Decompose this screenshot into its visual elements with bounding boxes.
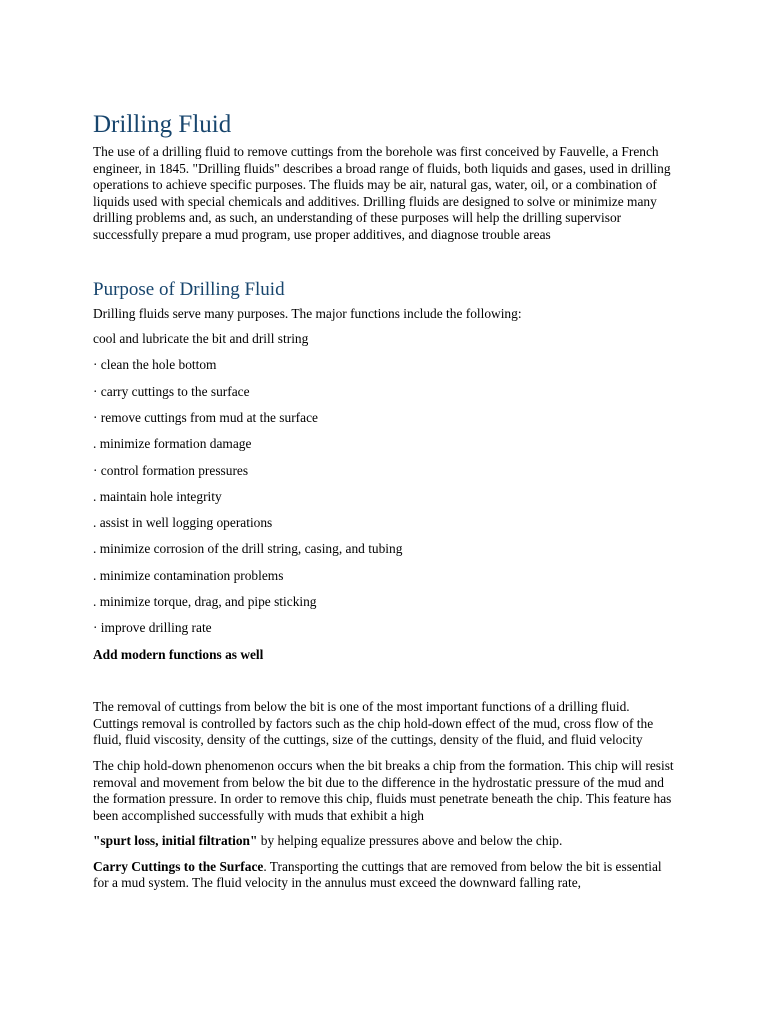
spurt-loss-bold: "spurt loss, initial filtration" <box>93 833 258 849</box>
spurt-loss-paragraph <box>93 833 676 850</box>
list-item: · improve drilling rate <box>93 620 212 636</box>
list-item: . minimize corrosion of the drill string, casing, and tubing <box>93 541 403 557</box>
spurt-loss-text: by helping equalize pressures above and below the chip. <box>257 833 563 849</box>
intro-paragraph: The use of a drilling fluid to remove cuttings from the borehole was first conceived by Fauvelle, a French engineer, in 1845. "Drilling fluids" describes a broad range of fluids, both liquids and gases, used in drilling operations to achieve specific purposes. The fluids may be air, natural gas, water, oil, or a combination of liquids used with special chemicals and additives. Drilling fluids are designed to solve or minimize many drilling problems and, as such, an understanding of these purposes will help the drilling supervisor successfully prepare a mud program, use proper additives, and diagnose trouble areas <box>93 144 671 242</box>
list-item: . minimize contamination problems <box>93 567 284 583</box>
list-item: . assist in well logging operations <box>93 515 273 531</box>
carry-cuttings-paragraph <box>93 859 676 892</box>
functions-list <box>93 331 676 637</box>
cuttings-removal-paragraph: The removal of cuttings from below the bit is one of the most important functions of a drilling fluid. Cuttings removal is controlled by factors such as the chip hold-down effect of the mud, cross flow of the fluid, fluid viscosity, density of the cuttings, size of the cuttings, density of the fluid, and fluid velocity <box>93 699 654 748</box>
list-item: . maintain hole integrity <box>93 488 222 504</box>
list-item: . minimize torque, drag, and pipe sticking <box>93 593 317 609</box>
list-item: . minimize formation damage <box>93 436 252 452</box>
modern-functions-note: Add modern functions as well <box>93 646 264 662</box>
carry-cuttings-text: . Transporting the cuttings that are removed from below the bit is essential for a mud system. The fluid velocity in the annulus must exceed the downward falling rate, <box>93 858 662 891</box>
document-title: Drilling Fluid <box>93 111 232 138</box>
list-item: · control formation pressures <box>93 462 249 478</box>
list-item: · remove cuttings from mud at the surface <box>93 410 318 425</box>
chip-hold-down-paragraph: The chip hold-down phenomenon occurs when the bit breaks a chip from the formation. This chip will resist removal and movement from below the bit due to the difference in the hydrostatic pressure of the mud and the formation pressure. In order to remove this chip, fluids must penetrate beneath the chip. This feature has been accomplished successfully with muds that exhibit a high <box>93 757 674 823</box>
list-item: · clean the hole bottom <box>93 357 217 373</box>
section-title: Purpose of Drilling Fluid <box>93 278 285 300</box>
list-item: cool and lubricate the bit and drill string <box>93 331 309 347</box>
carry-cuttings-heading: Carry Cuttings to the Surface <box>93 858 264 874</box>
functions-intro: Drilling fluids serve many purposes. The major functions include the following: <box>93 305 522 321</box>
list-item: · carry cuttings to the surface <box>93 383 250 399</box>
